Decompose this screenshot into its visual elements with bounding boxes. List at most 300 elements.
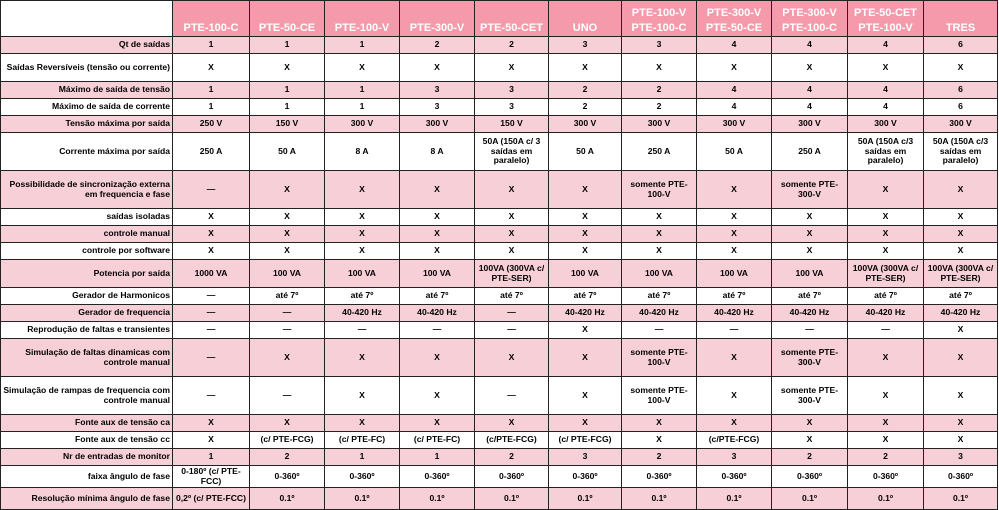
table-cell: 0-180º (c/ PTE-FCC) [173, 466, 250, 488]
table-cell: X [697, 415, 772, 432]
table-cell: até 7º [250, 288, 325, 305]
table-cell: X [924, 377, 998, 415]
table-cell: X [250, 209, 325, 226]
table-cell: X [549, 415, 622, 432]
table-cell: X [475, 209, 549, 226]
table-cell: 300 V [622, 116, 697, 133]
table-cell: (c/ PTE-FCG) [250, 432, 325, 449]
table-cell: X [475, 171, 549, 209]
table-cell: X [475, 243, 549, 260]
table-cell: 300 V [549, 116, 622, 133]
table-cell: 1 [400, 449, 475, 466]
table-cell: X [475, 226, 549, 243]
table-row [1, 209, 998, 226]
table-cell: X [325, 226, 400, 243]
table-cell: 0-360º [400, 466, 475, 488]
table-cell: X [173, 226, 250, 243]
table-cell: X [924, 54, 998, 82]
table-cell: X [924, 432, 998, 449]
table-cell: X [549, 243, 622, 260]
table-cell: X [400, 339, 475, 377]
table-cell: X [924, 339, 998, 377]
column-header-line: PTE-50-CE [258, 21, 316, 34]
column-header-line: PTE-100-C [183, 21, 239, 34]
table-cell: até 7º [697, 288, 772, 305]
table-cell: 0-360º [250, 466, 325, 488]
table-cell: 50 A [549, 133, 622, 171]
table-cell: X [848, 54, 924, 82]
table-cell: 2 [250, 449, 325, 466]
table-row [1, 171, 998, 209]
table-cell: 40-420 Hz [697, 305, 772, 322]
table-cell: 250 A [173, 133, 250, 171]
row-label: Gerador de Harmonicos [1, 288, 173, 305]
table-cell: 3 [697, 449, 772, 466]
table-row [1, 322, 998, 339]
table-cell: 300 V [325, 116, 400, 133]
table-cell: 1 [325, 82, 400, 99]
row-label: faixa ângulo de fase [1, 466, 173, 488]
table-cell: 0,2º (c/ PTE-FCC) [173, 488, 250, 510]
table-cell: 40-420 Hz [772, 305, 848, 322]
table-cell: X [848, 171, 924, 209]
table-cell: X [173, 415, 250, 432]
row-label: Simulação de faltas dinamicas com controle manual [1, 339, 173, 377]
table-cell: — [173, 288, 250, 305]
row-label: Reprodução de faltas e transientes [1, 322, 173, 339]
row-label: Gerador de frequencia [1, 305, 173, 322]
table-cell: 50A (150A c/3 saídas em paralelo) [848, 133, 924, 171]
table-cell: 50A (150A c/ 3 saídas em paralelo) [475, 133, 549, 171]
table-cell: 100 VA [549, 260, 622, 288]
table-cell: X [250, 54, 325, 82]
table-cell: até 7º [848, 288, 924, 305]
table-cell: 0.1º [549, 488, 622, 510]
table-cell: X [622, 209, 697, 226]
table-cell: 300 V [400, 116, 475, 133]
table-cell: 1 [173, 449, 250, 466]
table-cell: X [549, 209, 622, 226]
column-header [549, 1, 622, 37]
row-label: Saídas Reversíveis (tensão ou corrente) [1, 54, 173, 82]
table-cell: 2 [549, 99, 622, 116]
table-cell: X [772, 209, 848, 226]
table-cell: até 7º [622, 288, 697, 305]
table-cell: X [697, 377, 772, 415]
row-label: Potencia por saída [1, 260, 173, 288]
column-header [325, 1, 400, 37]
table-cell: 300 V [848, 116, 924, 133]
table-cell: X [697, 243, 772, 260]
table-cell: X [173, 209, 250, 226]
table-cell: 100VA (300VA c/ PTE-SER) [475, 260, 549, 288]
table-cell: X [173, 243, 250, 260]
header-corner [1, 1, 173, 37]
table-row [1, 288, 998, 305]
table-cell: 2 [622, 449, 697, 466]
table-cell: 4 [848, 82, 924, 99]
table-cell: X [697, 226, 772, 243]
table-cell: — [173, 339, 250, 377]
table-row [1, 116, 998, 133]
table-cell: 1 [250, 82, 325, 99]
table-cell: 100VA (300VA c/ PTE-SER) [848, 260, 924, 288]
table-row [1, 305, 998, 322]
column-header-line: PTE-100-C [781, 21, 838, 34]
table-cell: X [848, 209, 924, 226]
table-cell: X [400, 209, 475, 226]
table-row [1, 226, 998, 243]
table-cell: até 7º [325, 288, 400, 305]
table-cell: 300 V [924, 116, 998, 133]
table-cell: 0.1º [697, 488, 772, 510]
table-row [1, 99, 998, 116]
table-cell: X [400, 415, 475, 432]
table-cell: 0.1º [325, 488, 400, 510]
table-cell: X [325, 339, 400, 377]
column-header-line: PTE-100-V [858, 21, 913, 34]
table-cell: 250 A [622, 133, 697, 171]
table-cell: 100 VA [622, 260, 697, 288]
table-cell: X [400, 54, 475, 82]
table-cell: X [325, 377, 400, 415]
table-cell: X [325, 415, 400, 432]
table-cell: 4 [772, 99, 848, 116]
table-cell: 2 [772, 449, 848, 466]
table-cell: X [924, 209, 998, 226]
table-cell: X [924, 322, 998, 339]
table-cell: — [400, 322, 475, 339]
table-cell: X [848, 243, 924, 260]
table-cell: 250 A [772, 133, 848, 171]
table-cell: até 7º [475, 288, 549, 305]
table-row [1, 339, 998, 377]
table-cell: — [772, 322, 848, 339]
row-label: controle manual [1, 226, 173, 243]
table-row [1, 54, 998, 82]
table-cell: X [173, 432, 250, 449]
row-label: controle por software [1, 243, 173, 260]
table-cell: 40-420 Hz [924, 305, 998, 322]
table-cell: — [475, 305, 549, 322]
table-cell: até 7º [924, 288, 998, 305]
table-cell: X [400, 377, 475, 415]
table-cell: 40-420 Hz [549, 305, 622, 322]
column-header-line: PTE-50-CET [480, 21, 543, 34]
table-cell: 0.1º [250, 488, 325, 510]
table-cell: — [475, 322, 549, 339]
table-cell: X [549, 339, 622, 377]
table-cell: 100 VA [697, 260, 772, 288]
table-cell: X [772, 226, 848, 243]
table-cell: — [250, 322, 325, 339]
table-cell: 0-360º [697, 466, 772, 488]
table-cell: somente PTE-300-V [772, 339, 848, 377]
table-cell: 3 [400, 82, 475, 99]
table-cell: 50A (150A c/3 saídas em paralelo) [924, 133, 998, 171]
table-cell: 0.1º [772, 488, 848, 510]
table-cell: 100 VA [325, 260, 400, 288]
table-cell: X [325, 171, 400, 209]
header-row [1, 1, 998, 37]
table-cell: X [475, 339, 549, 377]
table-cell: somente PTE-300-V [772, 171, 848, 209]
column-header [697, 1, 772, 37]
table-cell: — [173, 305, 250, 322]
table-cell: — [848, 322, 924, 339]
row-label: Resolução mínima ângulo de fase [1, 488, 173, 510]
table-cell: somente PTE-100-V [622, 339, 697, 377]
table-cell: X [622, 415, 697, 432]
table-cell: 100VA (300VA c/ PTE-SER) [924, 260, 998, 288]
table-cell: X [924, 415, 998, 432]
column-header [772, 1, 848, 37]
table-cell: X [697, 171, 772, 209]
column-header-line: PTE-50-CET [854, 7, 917, 20]
column-header-line: PTE-300-V [706, 7, 762, 20]
table-cell: 4 [697, 82, 772, 99]
table-cell: 50 A [697, 133, 772, 171]
table-cell: 4 [848, 99, 924, 116]
table-cell: X [549, 171, 622, 209]
table-cell: até 7º [549, 288, 622, 305]
table-row [1, 377, 998, 415]
table-cell: X [250, 339, 325, 377]
table-cell: X [250, 415, 325, 432]
table-cell: X [697, 54, 772, 82]
row-label: Possibilidade de sincronização externa em frequencia e fase [1, 171, 173, 209]
table-cell: X [549, 54, 622, 82]
table-cell: X [924, 226, 998, 243]
table-cell: X [848, 432, 924, 449]
table-cell: X [250, 226, 325, 243]
table-cell: 3 [475, 99, 549, 116]
table-cell: X [400, 226, 475, 243]
column-header [250, 1, 325, 37]
table-cell: X [772, 432, 848, 449]
table-cell: — [325, 322, 400, 339]
table-cell: X [848, 415, 924, 432]
table-cell: X [325, 209, 400, 226]
table-cell: — [622, 322, 697, 339]
table-cell: 1 [173, 37, 250, 54]
table-row [1, 432, 998, 449]
table-cell: (c/ PTE-FC) [325, 432, 400, 449]
table-cell: X [400, 243, 475, 260]
table-row [1, 466, 998, 488]
table-row [1, 449, 998, 466]
table-cell: 100 VA [772, 260, 848, 288]
table-cell: somente PTE-100-V [622, 171, 697, 209]
table-cell: 1 [250, 37, 325, 54]
table-cell: 40-420 Hz [400, 305, 475, 322]
table-cell: 50 A [250, 133, 325, 171]
table-cell: — [173, 377, 250, 415]
table-cell: X [250, 243, 325, 260]
table-cell: 0-360º [622, 466, 697, 488]
table-row [1, 415, 998, 432]
table-cell: 6 [924, 82, 998, 99]
table-cell: 300 V [697, 116, 772, 133]
table-cell: X [622, 226, 697, 243]
column-header [475, 1, 549, 37]
table-cell: X [848, 377, 924, 415]
column-header-line: PTE-100-V [334, 21, 390, 34]
row-label: Fonte aux de tensão cc [1, 432, 173, 449]
table-cell: — [697, 322, 772, 339]
table-cell: X [325, 54, 400, 82]
table-row [1, 260, 998, 288]
table-cell: até 7º [772, 288, 848, 305]
table-cell: 8 A [400, 133, 475, 171]
column-header-line: PTE-50-CE [705, 21, 763, 34]
table-cell: X [400, 171, 475, 209]
table-cell: somente PTE-100-V [622, 377, 697, 415]
row-label: Tensão máxima por saída [1, 116, 173, 133]
table-body [1, 37, 998, 510]
table-cell: X [848, 226, 924, 243]
table-row [1, 488, 998, 510]
table-cell: — [173, 171, 250, 209]
table-cell: X [549, 322, 622, 339]
table-cell: — [475, 377, 549, 415]
table-cell: X [549, 226, 622, 243]
table-cell: 3 [549, 37, 622, 54]
table-cell: 3 [549, 449, 622, 466]
table-cell: 0-360º [848, 466, 924, 488]
column-header-line: TRES [945, 21, 976, 34]
table-cell: 0.1º [924, 488, 998, 510]
table-cell: 1 [325, 37, 400, 54]
table-cell: 1 [325, 449, 400, 466]
table-cell: X [250, 171, 325, 209]
table-cell: 1 [173, 99, 250, 116]
table-cell: 6 [924, 99, 998, 116]
table-cell: até 7º [400, 288, 475, 305]
table-cell: X [697, 209, 772, 226]
table-cell: 0-360º [772, 466, 848, 488]
table-cell: 3 [924, 449, 998, 466]
table-cell: 3 [622, 37, 697, 54]
table-cell: X [924, 171, 998, 209]
table-cell: 1000 VA [173, 260, 250, 288]
table-cell: X [622, 243, 697, 260]
table-cell: — [250, 305, 325, 322]
table-cell: X [697, 339, 772, 377]
table-cell: (c/ PTE-FC) [400, 432, 475, 449]
table-cell: 4 [697, 99, 772, 116]
column-header [924, 1, 998, 37]
table-cell: 0-360º [549, 466, 622, 488]
table-cell: (c/PTE-FCG) [475, 432, 549, 449]
column-header [622, 1, 697, 37]
table-cell: 4 [848, 37, 924, 54]
table-cell: — [173, 322, 250, 339]
table-cell: X [475, 415, 549, 432]
table-cell: X [475, 54, 549, 82]
table-cell: 3 [475, 82, 549, 99]
table-cell: somente PTE-300-V [772, 377, 848, 415]
column-header-line: UNO [572, 21, 598, 34]
row-label: Máximo de saída de corrente [1, 99, 173, 116]
column-header [173, 1, 250, 37]
table-cell: 150 V [250, 116, 325, 133]
table-cell: 4 [772, 82, 848, 99]
table-cell: 4 [772, 37, 848, 54]
table-cell: 40-420 Hz [848, 305, 924, 322]
table-cell: 0-360º [924, 466, 998, 488]
table-cell: 1 [250, 99, 325, 116]
table-cell: X [325, 243, 400, 260]
table-cell: 100 VA [400, 260, 475, 288]
table-cell: 0-360º [325, 466, 400, 488]
row-label: saídas isoladas [1, 209, 173, 226]
row-label: Fonte aux de tensão ca [1, 415, 173, 432]
table-cell: X [924, 243, 998, 260]
table-cell: X [173, 54, 250, 82]
table-cell: X [622, 54, 697, 82]
column-header [848, 1, 924, 37]
table-cell: 2 [848, 449, 924, 466]
table-cell: — [250, 377, 325, 415]
column-header-line: PTE-100-C [631, 21, 687, 34]
row-label: Nr de entradas de monitor [1, 449, 173, 466]
column-header-line: PTE-300-V [782, 7, 837, 20]
table-cell: 0.1º [848, 488, 924, 510]
table-cell: 0-360º [475, 466, 549, 488]
column-header-line: PTE-100-V [631, 7, 687, 20]
table-cell: (c/ PTE-FCG) [549, 432, 622, 449]
table-cell: 2 [549, 82, 622, 99]
table-cell: X [772, 415, 848, 432]
table-cell: 1 [173, 82, 250, 99]
row-label: Máximo de saída de tensão [1, 82, 173, 99]
table-cell: 1 [325, 99, 400, 116]
table-cell: X [772, 243, 848, 260]
table-cell: 0.1º [475, 488, 549, 510]
table-row [1, 37, 998, 54]
table-cell: 40-420 Hz [325, 305, 400, 322]
table-cell: 2 [400, 37, 475, 54]
table-cell: (c/PTE-FCG) [697, 432, 772, 449]
table-cell: 8 A [325, 133, 400, 171]
table-cell: 4 [697, 37, 772, 54]
table-cell: 250 V [173, 116, 250, 133]
table-cell: 2 [475, 449, 549, 466]
row-label: Qt de saídas [1, 37, 173, 54]
row-label: Simulação de rampas de frequencia com controle manual [1, 377, 173, 415]
table-cell: 2 [475, 37, 549, 54]
table-cell: 0.1º [400, 488, 475, 510]
column-header [400, 1, 475, 37]
table-row [1, 243, 998, 260]
table-cell: X [772, 54, 848, 82]
table-cell: 6 [924, 37, 998, 54]
table-cell: 2 [622, 99, 697, 116]
table-cell: X [848, 339, 924, 377]
table-cell: 2 [622, 82, 697, 99]
table-cell: 300 V [772, 116, 848, 133]
table-cell: 150 V [475, 116, 549, 133]
table-row [1, 133, 998, 171]
column-header-line: PTE-300-V [409, 21, 465, 34]
table-row [1, 82, 998, 99]
table-cell: 0.1º [622, 488, 697, 510]
table-cell: 100 VA [250, 260, 325, 288]
table-cell: 40-420 Hz [622, 305, 697, 322]
table-cell: 3 [400, 99, 475, 116]
table-cell: X [622, 432, 697, 449]
